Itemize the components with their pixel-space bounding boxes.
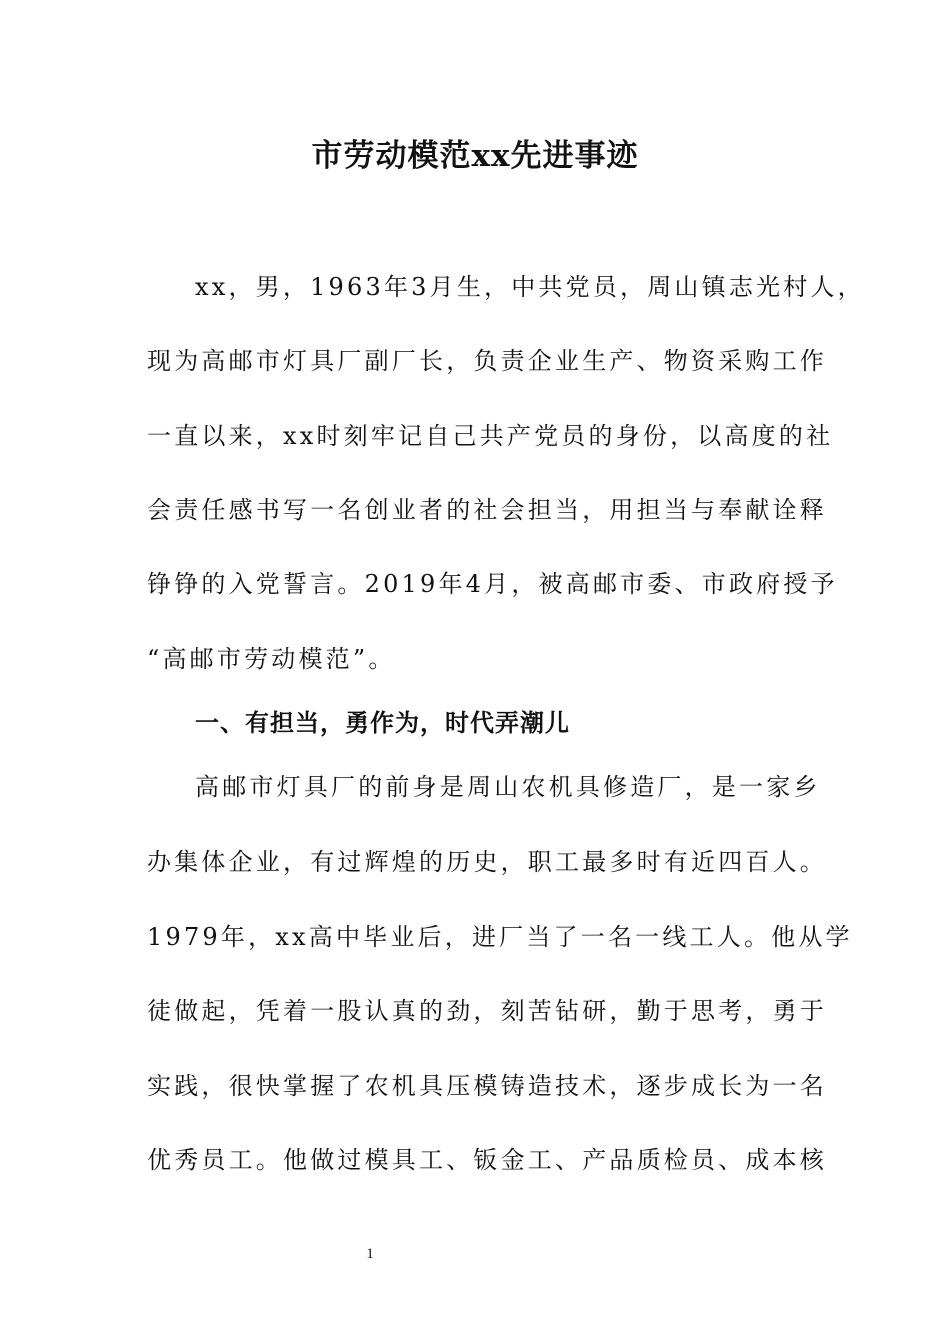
intro-line-2: 现为高邮市灯具厂副厂长，负责企业生产、物资采购工作 [147, 347, 827, 375]
intro-line-4: 会责任感书写一名创业者的社会担当，用担当与奉献诠释 [147, 496, 827, 524]
intro-line-5: 铮铮的入党誓言。2019年4月，被高邮市委、市政府授予 [147, 570, 838, 598]
document-title: 市劳动模范xx先进事迹 [311, 138, 639, 174]
section-heading: 一、有担当，勇作为，时代弄潮儿 [195, 709, 570, 737]
section-line-3: 1979年，xx高中毕业后，进厂当了一名一线工人。他从学 [147, 923, 853, 951]
intro-line-3: 一直以来，xx时刻牢记自己共产党员的身份，以高度的社 [147, 422, 834, 450]
section-line-6: 优秀员工。他做过模具工、钣金工、产品质检员、成本核 [147, 1146, 827, 1174]
section-line-1: 高邮市灯具厂的前身是周山农机具修造厂，是一家乡 [195, 773, 821, 801]
section-line-5: 实践，很快掌握了农机具压模铸造技术，逐步成长为一名 [147, 1072, 827, 1100]
section-line-4: 徒做起，凭着一股认真的劲，刻苦钻研，勤于思考，勇于 [147, 997, 827, 1025]
intro-line-6: “高邮市劳动模范”。 [147, 645, 396, 673]
section-line-2: 办集体企业，有过辉煌的历史，职工最多时有近四百人。 [147, 848, 827, 876]
page-number: 1 [366, 1246, 374, 1262]
intro-line-1: xx，男，1963年3月生，中共党员，周山镇志光村人， [195, 273, 865, 301]
